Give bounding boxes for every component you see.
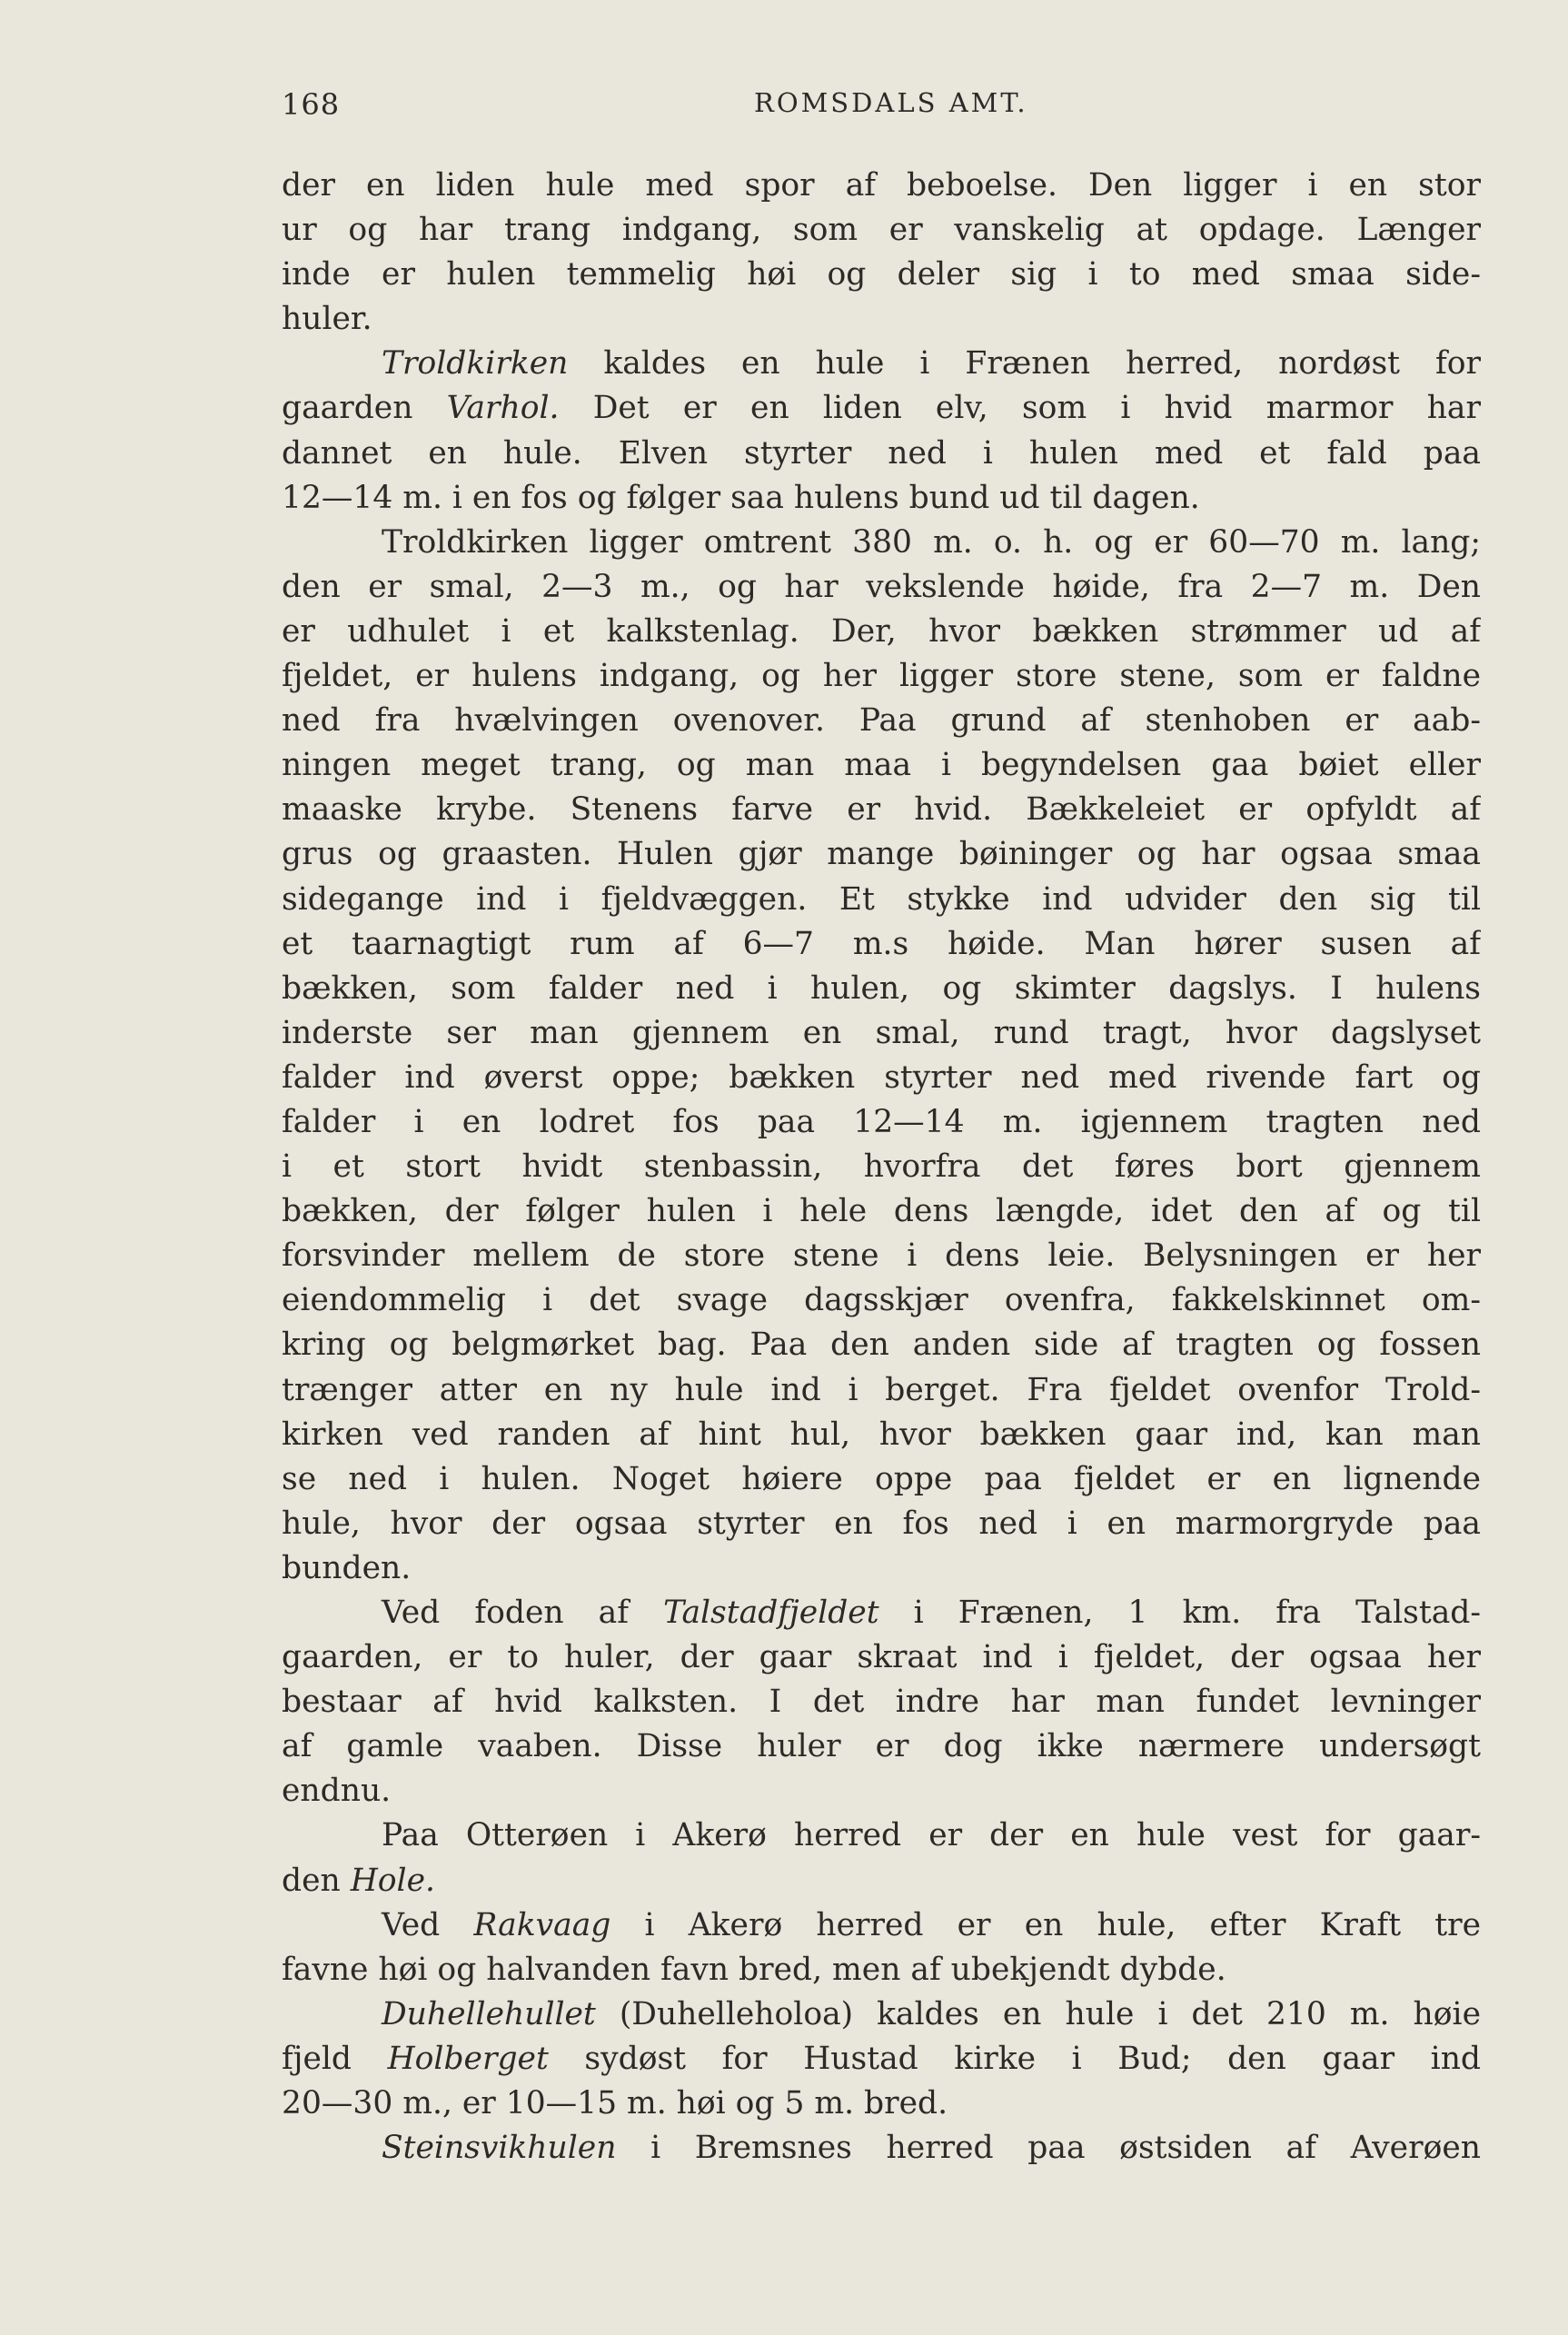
page-number: 168	[282, 87, 341, 122]
place-name-rakvaag: Rakvaag	[473, 1906, 611, 1943]
text-line-41: favne høi og halvanden favn bred, men af ubekjendt dybde.	[282, 1951, 1226, 1988]
text-line-7: dannet en hule. Elven styrter ned i hulen med et fald paa	[282, 434, 1481, 472]
text-line-43: fjeld Holberget sydøst for Hustad kirke i Bud; den gaar ind	[282, 2040, 1481, 2077]
text-line-2: ur og har trang indgang, som er vanskelig at opdage. Længer	[282, 212, 1481, 249]
text-line-44: 20—30 m., er 10—15 m. høi og 5 m. bred.	[282, 2085, 948, 2122]
text-line-36: af gamle vaaben. Disse huler er dog ikke nærmere undersøgt	[282, 1728, 1481, 1765]
text-line-20: inderste ser man gjennem en smal, rund tragt, hvor dagslyset	[282, 1014, 1481, 1051]
farm-name-hole: Hole.	[350, 1862, 435, 1899]
text-line-27: kring og belgmørket bag. Paa den anden side af tragten og fossen	[282, 1326, 1481, 1364]
text-line-12: fjeldet, er hulens indgang, og her ligger store stene, som er faldne	[282, 658, 1481, 695]
text-line-30: se ned i hulen. Noget høiere oppe paa fjeldet er en lignende	[282, 1460, 1481, 1497]
text-line-13: ned fra hvælvingen ovenover. Paa grund af stenhoben er aab-	[282, 702, 1481, 740]
text-line-39: den Hole.	[282, 1862, 435, 1899]
text-line-33: Ved foden af Talstadfjeldet i Frænen, 1 km. fra Talstad-	[382, 1595, 1481, 1631]
body-text	[282, 164, 1481, 2171]
text-line-19: bækken, som falder ned i hulen, og skimter dagslys. I hulens	[282, 969, 1481, 1007]
text-line-8: 12—14 m. i en fos og følger saa hulens bund ud til dagen.	[282, 479, 1200, 516]
cave-name-duhellehullet: Duhellehullet	[382, 1995, 596, 2032]
cave-name-steinsvikhulen: Steinsvikhulen	[382, 2130, 617, 2167]
text-line-6: gaarden Varhol. Det er en liden elv, som i hvid marmor har	[282, 390, 1481, 427]
text-line-31: hule, hvor der ogsaa styrter en fos ned i en marmorgryde paa	[282, 1505, 1481, 1542]
text-line-22: falder i en lodret fos paa 12—14 m. igjennem tragten ned	[282, 1103, 1481, 1140]
text-line-10: den er smal, 2—3 m., og har vekslende høide, fra 2—7 m. Den	[282, 568, 1481, 605]
text-line-17: sidegange ind i fjeldvæggen. Et stykke ind udvider den sig til	[282, 880, 1481, 918]
text-line-40: Ved Rakvaag i Akerø herred er en hule, efter Kraft tre	[382, 1906, 1481, 1943]
farm-name-varhol: Varhol.	[446, 390, 560, 427]
text-line-38: Paa Otterøen i Akerø herred er der en hule vest for gaar-	[382, 1817, 1481, 1854]
text-line-25: forsvinder mellem de store stene i dens leie. Belysningen er her	[282, 1237, 1481, 1275]
text-line-21: falder ind øverst oppe; bækken styrter ned med rivende fart og	[282, 1058, 1481, 1096]
text-line-34: gaarden, er to huler, der gaar skraat ind i fjeldet, der ogsaa her	[282, 1639, 1481, 1676]
place-name-talstadfjeldet: Talstadfjeldet	[663, 1595, 879, 1631]
text-line-16: grus og graasten. Hulen gjør mange bøininger og har ogsaa smaa	[282, 836, 1481, 873]
text-line-29: kirken ved randen af hint hul, hvor bækken gaar ind, kan man	[282, 1416, 1481, 1453]
text-line-32: bunden.	[282, 1549, 412, 1586]
text-line-5: Troldkirken kaldes en hule i Frænen herred, nordøst for	[382, 345, 1481, 383]
text-line-9: Troldkirken ligger omtrent 380 m. o. h. og er 60—70 m. lang;	[382, 523, 1481, 561]
text-line-15: maaske krybe. Stenens farve er hvid. Bækkeleiet er opfyldt af	[282, 791, 1481, 829]
text-line-35: bestaar af hvid kalksten. I det indre har man fundet levninger	[282, 1684, 1481, 1721]
text-line-42: Duhellehullet (Duhelleholoa) kaldes en hule i det 210 m. høie	[382, 1995, 1481, 2032]
text-line-4: huler.	[282, 301, 372, 338]
page-header	[282, 87, 1481, 133]
text-line-28: trænger atter en ny hule ind i berget. Fra fjeldet ovenfor Trold-	[282, 1371, 1481, 1408]
text-line-37: endnu.	[282, 1773, 392, 1810]
running-head: ROMSDALS AMT.	[754, 87, 1028, 118]
text-line-26: eiendommelig i det svage dagsskjær ovenfra, fakkelskinnet om-	[282, 1282, 1481, 1319]
mountain-name-holberget: Holberget	[387, 2040, 549, 2077]
text-line-11: er udhulet i et kalkstenlag. Der, hvor bækken strømmer ud af	[282, 612, 1481, 650]
text-line-24: bækken, der følger hulen i hele dens længde, idet den af og til	[282, 1193, 1481, 1230]
cave-name-troldkirken: Troldkirken	[382, 345, 569, 383]
text-line-3: inde er hulen temmelig høi og deler sig i to med smaa side-	[282, 256, 1481, 293]
text-line-14: ningen meget trang, og man maa i begyndelsen gaa bøiet eller	[282, 747, 1481, 784]
text-line-18: et taarnagtigt rum af 6—7 m.s høide. Man hører susen af	[282, 925, 1481, 962]
text-line-1: der en liden hule med spor af beboelse. Den ligger i en stor	[282, 167, 1481, 204]
text-line-45: Steinsvikhulen i Bremsnes herred paa østsiden af Averøen	[382, 2130, 1481, 2167]
text-line-23: i et stort hvidt stenbassin, hvorfra det føres bort gjennem	[282, 1148, 1481, 1186]
